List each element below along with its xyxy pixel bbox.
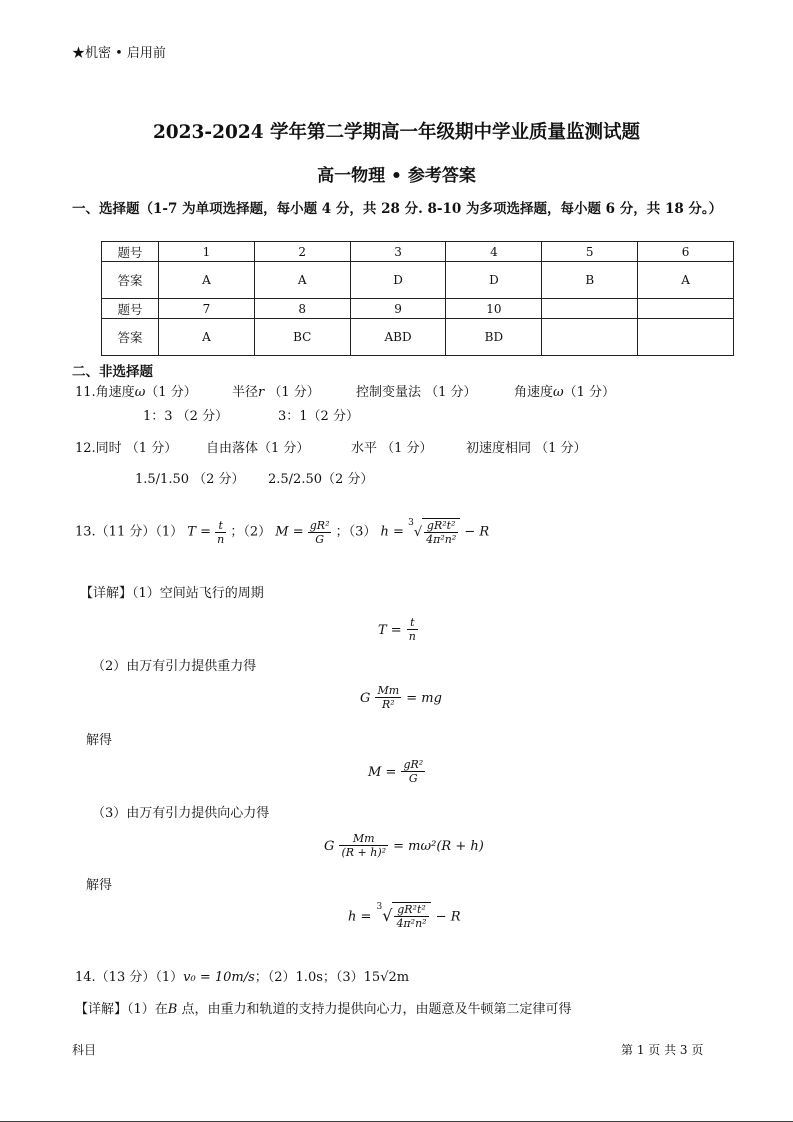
q11-answer-f: 3：1（2 分） — [278, 409, 359, 424]
q14-part2: ；（2）1.0s；（3） — [254, 970, 364, 985]
formula-centripetal: = mω²(R + h) — [393, 839, 484, 854]
cube-root: $^3$√ $\frac{\text{gR²t²}}{\text{4π²n²}}$ — [377, 902, 431, 930]
cube-root: $^3$√ $\frac{\text{gR²t²}}{\text{4π²n²}}$ — [408, 518, 460, 546]
omega-symbol: ω — [134, 385, 146, 400]
numerator: Mm — [377, 684, 400, 697]
answer-cell: A — [638, 262, 734, 299]
numerator: t — [215, 519, 226, 533]
fraction-t-over-n — [215, 519, 226, 546]
formula-T: T = — [187, 524, 211, 540]
q13-step3: （3）由万有引力提供向心力得 — [92, 806, 270, 821]
page-title: 2023-2024 学年第二学期高一年级期中学业质量监测试题 — [152, 122, 641, 143]
answer-cell: BC — [254, 319, 350, 356]
confidential-label: ★机密 • 启用前 — [72, 46, 166, 61]
q12-answer-a: 12.同时 （1 分） — [75, 441, 178, 456]
question-number: 9 — [350, 299, 446, 319]
answer-cell: A — [159, 262, 255, 299]
footer-page-number: 第 1 页 共 3 页 — [621, 1043, 704, 1057]
answer-cell — [542, 319, 638, 356]
question-number: 3 — [350, 242, 446, 262]
r-symbol: r — [258, 385, 265, 400]
q13-detail: 【详解】（1）空间站飞行的周期 — [80, 586, 264, 601]
denominator: G — [408, 772, 418, 785]
q14-velocity: v₀ = 10m/s — [183, 970, 255, 985]
row-label: 答案 — [102, 319, 159, 356]
formula-mg: = mg — [406, 691, 442, 706]
minus-R: − R — [435, 909, 461, 925]
formula-G: G — [360, 691, 371, 706]
formula-h: h = — [380, 524, 404, 540]
question-number: 4 — [446, 242, 542, 262]
formula-h: h = — [348, 909, 372, 925]
point-B: B — [167, 1002, 178, 1017]
q11-a-text: 11.角速度 — [75, 385, 135, 400]
answer-cell: ABD — [350, 319, 446, 356]
q13-solve2: 解得 — [86, 878, 113, 893]
section2-heading: 二、非选择题 — [72, 364, 153, 380]
row-label: 题号 — [102, 299, 159, 319]
q13-summary — [75, 518, 489, 546]
answer-cell — [638, 319, 734, 356]
q11-answer-e: 1：3 （2 分） — [143, 409, 229, 424]
q14-answer3: 15√2m — [363, 970, 410, 985]
page-subtitle: 高一物理 • 参考答案 — [317, 166, 476, 186]
answer-cell: D — [350, 262, 446, 299]
q13-part2: ；（2） — [230, 524, 272, 540]
question-number: 2 — [254, 242, 350, 262]
q13-head: 13.（11 分）（1） — [75, 524, 184, 540]
equation-gravity — [360, 684, 442, 711]
q11-b-points: （1 分） — [268, 385, 320, 400]
formula-M: M = — [368, 765, 397, 780]
equation-height — [348, 902, 461, 930]
table-row — [102, 262, 734, 299]
question-number: 6 — [638, 242, 734, 262]
numerator: gR²t² — [394, 903, 428, 917]
q11-answer-b — [232, 381, 320, 400]
fraction-gR2-over-G — [308, 519, 332, 546]
answer-cell: D — [446, 262, 542, 299]
q13-solve1: 解得 — [86, 733, 113, 748]
omega-symbol: ω — [553, 385, 564, 400]
numerator: gR² — [403, 758, 424, 771]
denominator: n — [408, 630, 416, 643]
numerator: gR² — [309, 518, 330, 532]
q11-answer-c: 控制变量法 （1 分） — [356, 385, 477, 400]
q14-summary — [75, 966, 409, 985]
q11-d-text: 角速度 — [514, 385, 554, 400]
q12-answer-f: 2.5/2.50（2 分） — [268, 472, 374, 487]
q11-a-points: （1 分） — [145, 385, 197, 400]
denominator: 4π²n² — [396, 917, 427, 930]
question-number: 8 — [254, 299, 350, 319]
denominator: n — [217, 532, 225, 546]
denominator: 4π²n² — [426, 533, 457, 546]
formula-T: T = — [378, 623, 402, 638]
table-row — [102, 299, 734, 319]
numerator: gR²t² — [424, 519, 458, 533]
table-row — [102, 242, 734, 262]
q13-step2: （2）由万有引力提供重力得 — [92, 659, 257, 674]
question-number: 10 — [446, 299, 542, 319]
q14-detail-rest: 点，由重力和轨道的支持力提供向心力，由题意及牛顿第二定律可得 — [181, 1002, 572, 1017]
question-number — [638, 299, 734, 319]
denominator: G — [315, 532, 325, 546]
section1-heading: 一、选择题（1-7 为单项选择题，每小题 4 分，共 28 分. 8-10 为多项选择题，每小题 6 分，共 18 分。） — [72, 201, 723, 217]
answer-cell: A — [254, 262, 350, 299]
q14-detail-text: 【详解】（1）在 — [75, 1002, 168, 1017]
answer-cell: B — [542, 262, 638, 299]
q12-answer-b: 自由落体（1 分） — [206, 441, 310, 456]
equation-period — [378, 616, 418, 643]
q14-head: 14.（13 分）（1） — [75, 970, 184, 985]
formula-M: M = — [275, 524, 304, 540]
minus-R: − R — [464, 524, 490, 540]
answer-cell: BD — [446, 319, 542, 356]
equation-centripetal — [324, 832, 484, 859]
q12-answer-d: 初速度相同 （1 分） — [466, 441, 587, 456]
q11-d-points: （1 分） — [563, 385, 616, 400]
q13-part3: ；（3） — [335, 524, 377, 540]
footer-subject: 科目 — [72, 1043, 97, 1057]
q11-answer-d — [514, 381, 615, 400]
answer-cell: A — [159, 319, 255, 356]
numerator: Mm — [339, 832, 388, 846]
question-number: 5 — [542, 242, 638, 262]
q11-answer-a — [75, 381, 197, 400]
row-label: 答案 — [102, 262, 159, 299]
denominator: R² — [381, 698, 395, 711]
denominator: (R + h)² — [341, 846, 387, 859]
q11-b-text: 半径 — [232, 385, 259, 400]
q12-answer-e: 1.5/1.50 （2 分） — [135, 472, 245, 487]
answer-table — [101, 241, 734, 356]
formula-G: G — [324, 839, 335, 854]
table-row — [102, 319, 734, 356]
numerator: t — [407, 616, 418, 630]
row-label: 题号 — [102, 242, 159, 262]
question-number — [542, 299, 638, 319]
question-number: 1 — [159, 242, 255, 262]
q12-answer-c: 水平 （1 分） — [351, 441, 433, 456]
equation-mass — [368, 758, 425, 785]
question-number: 7 — [159, 299, 255, 319]
q14-detail — [75, 998, 572, 1017]
